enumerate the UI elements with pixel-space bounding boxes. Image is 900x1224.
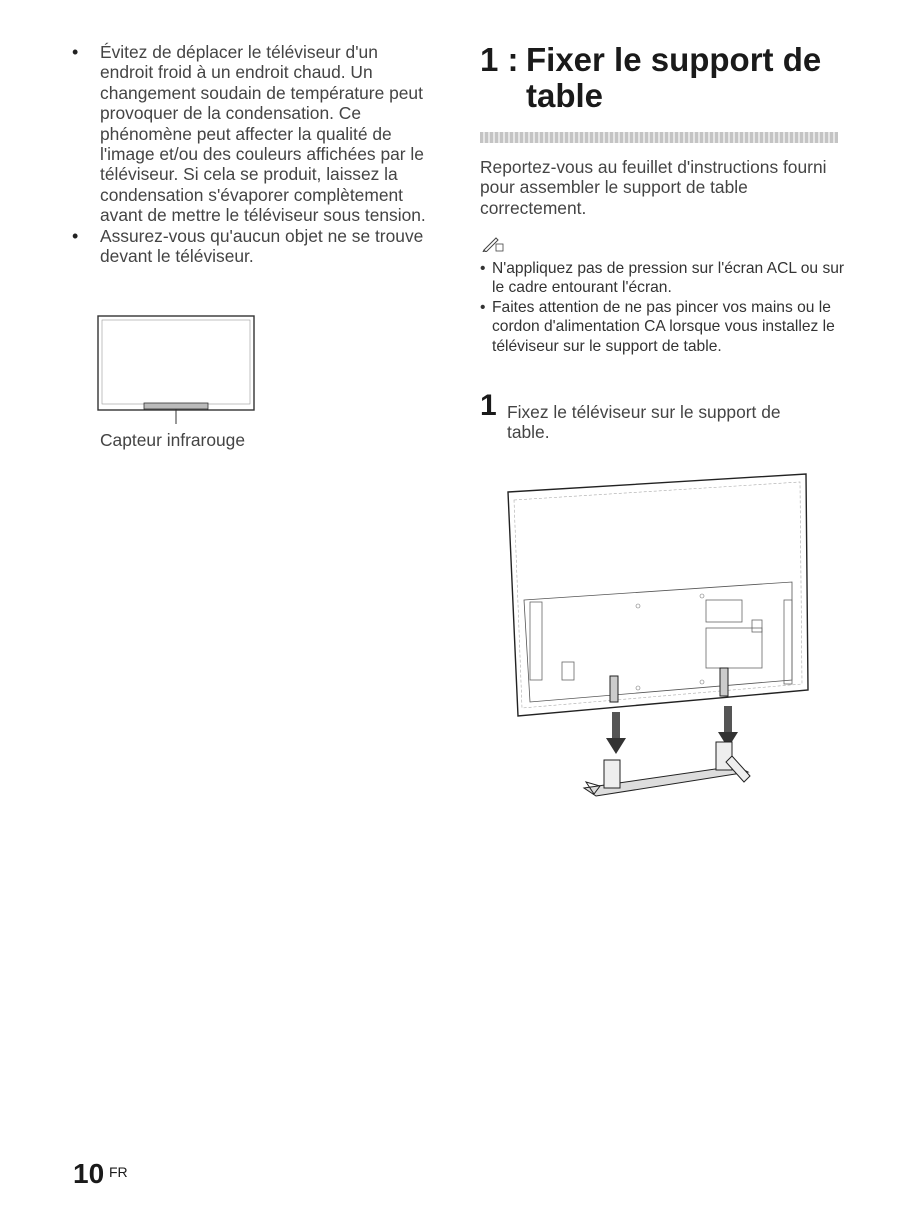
- figure-caption: Capteur infrarouge: [100, 430, 246, 450]
- page-number: 10: [73, 1158, 105, 1189]
- precaution-item: • Évitez de déplacer le téléviseur d'un endroit froid à un endroit chaud. Un changement soudain de température peut provoquer de la condensation. Ce phénomène peut affecter la qualité de l'image et/ou des couleurs affichées par le téléviseur. Si cela se produit, laissez la condensation s'évaporer complètement avant de mettre le téléviseur sous tension.: [62, 42, 434, 226]
- note-item: • Faites attention de ne pas pincer vos mains ou le cordon d'alimentation CA lorsque vous installez le téléviseur sur le support de table.: [480, 298, 845, 356]
- right-column: [480, 42, 850, 114]
- note-item: • N'appliquez pas de pression sur l'écran ACL ou sur le cadre entourant l'écran.: [480, 259, 845, 298]
- step-number: 1: [480, 389, 497, 422]
- left-column: [62, 42, 434, 266]
- heading-rule: [480, 132, 838, 143]
- section-title: Fixer le support de table: [526, 41, 822, 114]
- section-heading: [480, 42, 850, 114]
- section-number: 1 :: [480, 41, 519, 78]
- precaution-item: • Assurez-vous qu'aucun objet ne se trouve devant le téléviseur.: [62, 226, 434, 267]
- down-arrow-icon: [606, 712, 626, 754]
- precaution-list: [62, 42, 434, 266]
- note-pencil-icon: [482, 236, 504, 252]
- ir-sensor-icon: [144, 403, 208, 409]
- page-language: FR: [109, 1164, 128, 1180]
- tv-stand-illustration: [500, 470, 820, 805]
- note-list: [480, 259, 845, 356]
- step-text: Fixez le téléviseur sur le support de table.: [507, 402, 781, 443]
- intro-text: Reportez-vous au feuillet d'instructions fourni pour assembler le support de table correctement.: [480, 157, 827, 218]
- tv-front-illustration: [96, 314, 266, 424]
